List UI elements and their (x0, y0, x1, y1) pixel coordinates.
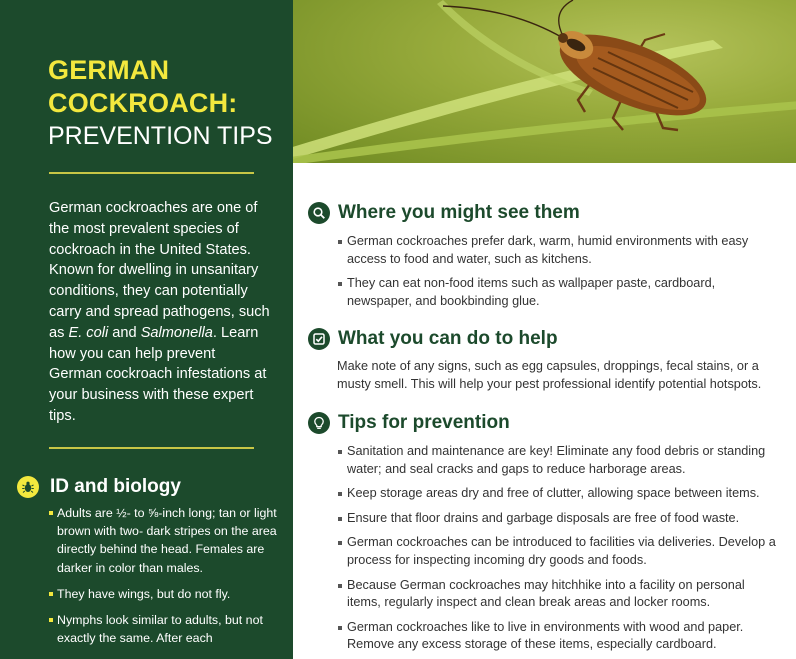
divider-top (49, 172, 254, 174)
tips-title: Tips for prevention (338, 412, 510, 433)
list-item: Adults are ½- to ⅝-inch long; tan or light brown with two- dark stripes on the area directly behind the head. Females are darker in color than males. (49, 504, 281, 577)
intro-ecoli: E. coli (68, 324, 109, 341)
divider-bottom (49, 447, 254, 449)
where-list (337, 233, 782, 317)
intro-salmonella: Salmonella (140, 324, 213, 341)
cockroach-photo (293, 0, 796, 163)
list-item: They have wings, but do not fly. (49, 585, 281, 603)
checkbox-icon (308, 328, 330, 350)
list-item: German cockroaches can be introduced to facilities via deliveries. Develop a process for inspecting incoming dry goods and foods. (337, 534, 782, 569)
help-title: What you can do to help (338, 328, 558, 349)
list-item: German cockroaches like to live in environments with wood and paper. Remove any excess storage of these items, especially cardboard. (337, 619, 782, 654)
list-item: Because German cockroaches may hitchhike into a facility on personal items, regularly inspect and clean break areas and locker rooms. (337, 577, 782, 612)
list-item: German cockroaches prefer dark, warm, humid environments with easy access to food and water, such as kitchens. (337, 233, 782, 268)
lightbulb-icon (308, 412, 330, 434)
where-heading (308, 202, 580, 224)
sidebar (0, 0, 293, 659)
title-line-1: GERMAN (48, 55, 170, 85)
intro-text-after: . Learn how you can help prevent German cockroach infestations at your business with these expert tips. (49, 324, 267, 424)
title-line-3: PREVENTION TIPS (48, 122, 273, 150)
help-paragraph: Make note of any signs, such as egg capsules, droppings, fecal stains, or a musty smell. This will help your pest professional identify potential hotspots. (337, 359, 762, 391)
bug-icon (17, 476, 39, 498)
help-heading (308, 328, 558, 350)
where-title: Where you might see them (338, 202, 580, 223)
title-line-2: COCKROACH: (48, 88, 238, 118)
id-biology-heading (17, 476, 181, 498)
id-biology-list (49, 504, 281, 655)
tips-list (337, 443, 782, 659)
page-title (48, 54, 273, 152)
list-item: Sanitation and maintenance are key! Eliminate any food debris or standing water; and seal cracks and gaps to reduce harborage areas. (337, 443, 782, 478)
intro-paragraph (49, 198, 271, 427)
list-item: Keep storage areas dry and free of clutter, allowing space between items. (337, 485, 782, 503)
list-item: They can eat non-food items such as wallpaper paste, cardboard, newspaper, and bookbinding glue. (337, 275, 782, 310)
list-item: Ensure that floor drains and garbage disposals are free of food waste. (337, 510, 782, 528)
intro-and: and (108, 324, 141, 341)
magnifier-icon (308, 202, 330, 224)
tips-heading (308, 412, 510, 434)
list-item: Nymphs look similar to adults, but not exactly the same. After each (49, 611, 281, 647)
intro-text-before: German cockroaches are one of the most prevalent species of cockroach in the United States. Known for dwelling in unsanitary conditions, they can potentially carry and spread pathogens, such as (49, 200, 270, 341)
id-biology-title: ID and biology (50, 476, 181, 497)
